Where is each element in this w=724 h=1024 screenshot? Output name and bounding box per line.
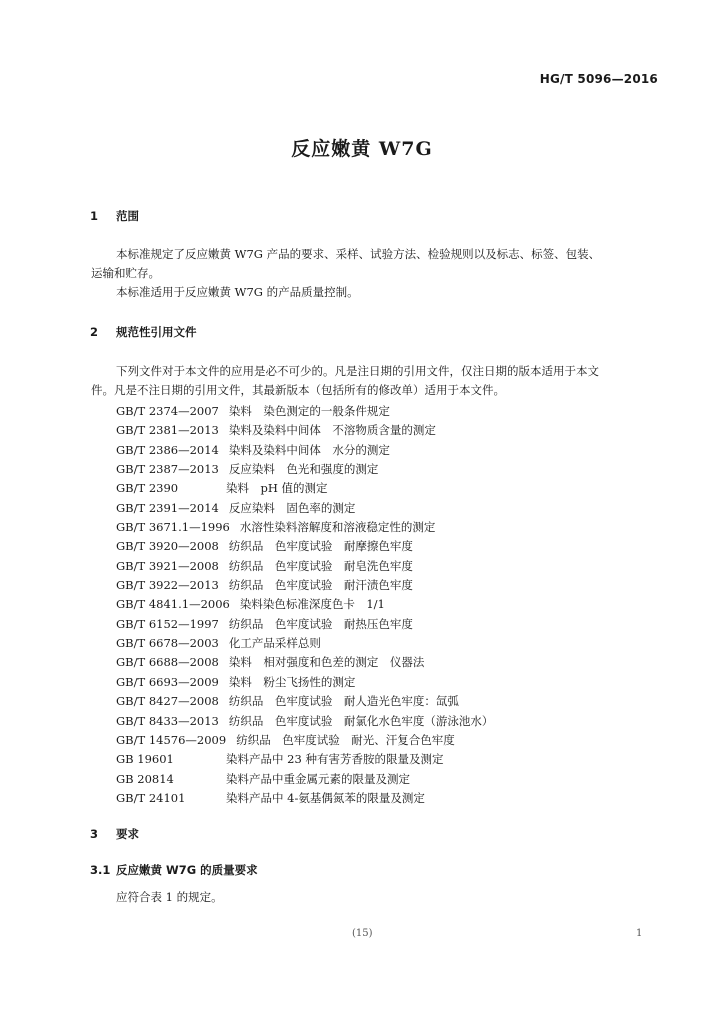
- reference-title: 染料 粉尘飞扬性的测定: [228, 674, 356, 689]
- reference-item: [116, 537, 493, 556]
- reference-item: [116, 653, 493, 672]
- reference-code: GB/T 2391—2014: [116, 500, 219, 515]
- reference-title: 染料 染色测定的一般条件规定: [228, 404, 390, 418]
- scope-para2: 本标准适用于反应嫩黄 W7G 的产品质量控制。: [116, 285, 359, 299]
- subsection-3-1-text: 应符合表 1 的规定。: [116, 890, 223, 904]
- reference-code: GB/T 2390: [116, 481, 179, 496]
- reference-item: [116, 615, 493, 634]
- reference-item: [116, 731, 493, 750]
- reference-item: [116, 750, 493, 769]
- reference-item: [116, 421, 493, 440]
- reference-code: GB/T 14576—2009: [116, 732, 227, 747]
- reference-code: GB/T 2387—2013: [116, 462, 219, 477]
- reference-title: 染料 相对强度和色差的测定 仪器法: [228, 655, 425, 670]
- reference-item: [116, 712, 493, 731]
- reference-code: GB/T 4841.1—2006: [116, 597, 230, 612]
- section-3-heading: [90, 826, 139, 842]
- reference-item: [116, 634, 493, 653]
- reference-title: 纺织品 色牢度试验 耐皂洗色牢度: [228, 558, 413, 573]
- reference-title: 反应染料 色光和强度的测定: [228, 462, 379, 477]
- reference-item: [116, 692, 493, 711]
- reference-code: GB/T 2381—2013: [116, 423, 219, 438]
- reference-item: [116, 576, 493, 595]
- reference-code: GB/T 3920—2008: [116, 539, 219, 554]
- reference-code: GB/T 3921—2008: [116, 558, 219, 573]
- reference-code: GB/T 6688—2008: [116, 655, 219, 670]
- reference-title: 化工产品采样总则: [228, 636, 321, 651]
- reference-item: [116, 518, 493, 537]
- page-number-right: 1: [636, 928, 643, 939]
- reference-title: 染料染色标准深度色卡 1/1: [239, 597, 385, 612]
- subsection-3-1-heading: [90, 862, 258, 878]
- reference-title: 纺织品 色牢度试验 耐光、汗复合色牢度: [236, 732, 455, 747]
- reference-title: 纺织品 色牢度试验 耐氯化水色牢度（游泳池水）: [228, 713, 494, 728]
- reference-title: 染料产品中 4-氨基偶氮苯的限量及测定: [226, 790, 425, 805]
- reference-item: [116, 595, 493, 614]
- reference-title: 纺织品 色牢度试验 耐汗渍色牢度: [228, 578, 413, 593]
- reference-title: 染料产品中 23 种有害芳香胺的限量及测定: [226, 752, 444, 767]
- reference-title: 反应染料 固色率的测定: [228, 500, 356, 515]
- reference-code: GB/T 6152—1997: [116, 616, 219, 631]
- standard-code: HG/T 5096—2016: [539, 72, 658, 86]
- reference-item: [116, 673, 493, 692]
- reference-title: 染料产品中重金属元素的限量及测定: [226, 771, 410, 786]
- section-1-heading: [90, 208, 139, 224]
- reference-title: 染料及染料中间体 不溶物质含量的测定: [228, 423, 436, 438]
- reference-code: GB/T 8433—2013: [116, 713, 219, 728]
- reference-code: GB 19601: [116, 752, 174, 767]
- subsection-title: 反应嫩黄 W7G 的质量要求: [116, 863, 258, 877]
- reference-code: GB/T 24101: [116, 790, 186, 805]
- reference-code: GB/T 2386—2014: [116, 442, 219, 457]
- scope-para1-line2: 运输和贮存。: [91, 266, 160, 280]
- section-title: 范围: [116, 209, 139, 223]
- section-number: 3: [90, 827, 99, 841]
- reference-code: GB/T 3922—2013: [116, 578, 219, 593]
- reference-code: GB/T 3671.1—1996: [116, 520, 230, 535]
- refs-intro-line1: 下列文件对于本文件的应用是必不可少的。凡是注日期的引用文件，仅注日期的版本适用于本文: [116, 364, 599, 378]
- section-number: 1: [90, 209, 99, 223]
- reference-item: [116, 460, 493, 479]
- reference-item: [116, 770, 493, 789]
- refs-intro-line2: 件。凡是不注日期的引用文件，其最新版本（包括所有的修改单）适用于本文件。: [91, 383, 505, 397]
- section-title: 要求: [116, 827, 139, 841]
- section-number: 2: [90, 325, 99, 339]
- reference-item: [116, 499, 493, 518]
- scope-para1-line1: 本标准规定了反应嫩黄 W7G 产品的要求、采样、试验方法、检验规则以及标志、标签、包装、: [116, 247, 601, 261]
- subsection-number: 3.1: [90, 863, 111, 877]
- page-number-center: (15): [352, 928, 373, 939]
- document-title: 反应嫩黄 W7G: [291, 138, 433, 160]
- reference-item: [116, 479, 493, 498]
- reference-title: 染料及染料中间体 水分的测定: [228, 442, 390, 457]
- reference-code: GB/T 6678—2003: [116, 636, 219, 651]
- reference-title: 染料 pH 值的测定: [226, 481, 328, 496]
- reference-code: GB/T 6693—2009: [116, 674, 219, 689]
- reference-item: [116, 557, 493, 576]
- section-2-heading: [90, 324, 197, 340]
- reference-item: [116, 789, 493, 808]
- section-title: 规范性引用文件: [116, 325, 197, 339]
- reference-code: GB/T 8427—2008: [116, 694, 219, 709]
- reference-item: [116, 402, 493, 421]
- reference-code: GB/T 2374—2007: [116, 404, 219, 418]
- reference-title: 纺织品 色牢度试验 耐摩擦色牢度: [228, 539, 413, 554]
- reference-code: GB 20814: [116, 771, 174, 786]
- reference-title: 水溶性染料溶解度和溶液稳定性的测定: [239, 520, 436, 535]
- reference-list: [116, 402, 493, 808]
- reference-title: 纺织品 色牢度试验 耐热压色牢度: [228, 616, 413, 631]
- reference-title: 纺织品 色牢度试验 耐人造光色牢度：氙弧: [228, 694, 459, 709]
- reference-item: [116, 441, 493, 460]
